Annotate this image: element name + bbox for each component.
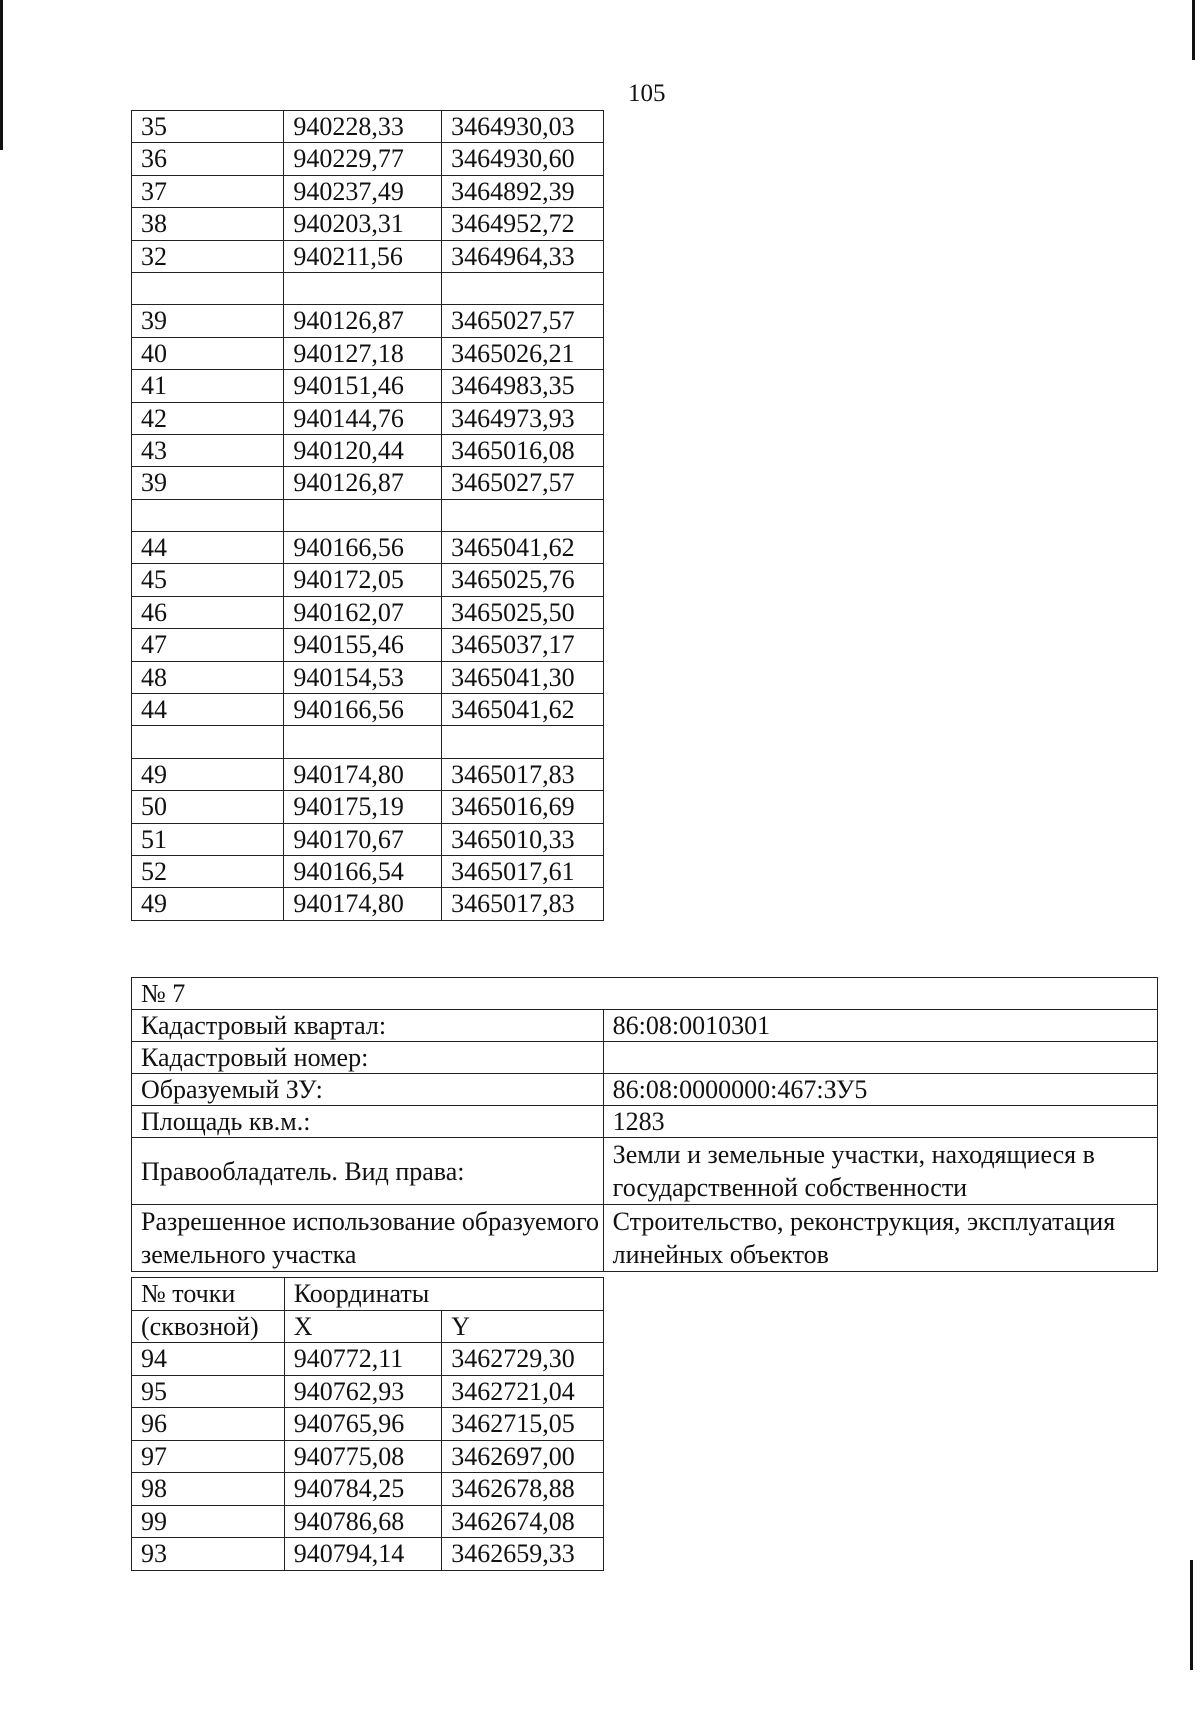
point-number-cell: 95 xyxy=(132,1375,285,1408)
point-number-cell: 41 xyxy=(132,370,284,402)
x-coordinate-cell: 940166,56 xyxy=(284,532,442,564)
table-row xyxy=(132,1440,604,1473)
x-coordinate-cell: 940174,80 xyxy=(284,888,442,920)
y-coordinate-cell: 3465010,33 xyxy=(442,823,604,855)
point-number-cell: 97 xyxy=(132,1440,285,1473)
x-coordinate-cell: 940126,87 xyxy=(284,305,442,337)
point-number-cell: 45 xyxy=(132,564,284,596)
y-coordinate-cell: 3464930,60 xyxy=(442,143,604,175)
y-coordinate-cell: 3465025,50 xyxy=(442,596,604,628)
field-row xyxy=(132,1010,1158,1042)
point-number-cell: 99 xyxy=(132,1505,285,1538)
y-coordinate-cell: 3465017,61 xyxy=(442,855,604,887)
y-coordinate-cell: 3465025,76 xyxy=(442,564,604,596)
x-coordinate-cell: 940127,18 xyxy=(284,337,442,369)
y-coordinate-cell xyxy=(442,726,604,758)
field-row xyxy=(132,1205,1158,1272)
table-row xyxy=(132,499,604,531)
table-row xyxy=(132,1375,604,1408)
table-row xyxy=(132,791,604,823)
y-coordinate-cell: 3462674,08 xyxy=(442,1505,604,1538)
x-coordinate-cell: 940237,49 xyxy=(284,175,442,207)
y-coordinate-cell: 3465037,17 xyxy=(442,629,604,661)
table-row xyxy=(132,370,604,402)
y-coordinate-cell: 3465017,83 xyxy=(442,888,604,920)
y-coordinate-cell: 3465016,08 xyxy=(442,434,604,466)
x-coordinate-cell: 940772,11 xyxy=(284,1343,442,1376)
y-coordinate-cell: 3462697,00 xyxy=(442,1440,604,1473)
table-row xyxy=(132,726,604,758)
point-number-cell: 37 xyxy=(132,175,284,207)
point-number-cell xyxy=(132,499,284,531)
point-number-cell: 32 xyxy=(132,240,284,272)
table-row xyxy=(132,564,604,596)
point-number-cell: 40 xyxy=(132,337,284,369)
y-coordinate-cell: 3462659,33 xyxy=(442,1538,604,1571)
point-number-cell: 42 xyxy=(132,402,284,434)
field-row xyxy=(132,1042,1158,1074)
y-coordinate-cell: 3464973,93 xyxy=(442,402,604,434)
y-coordinate-cell: 3465041,62 xyxy=(442,694,604,726)
point-number-cell: 47 xyxy=(132,629,284,661)
y-coordinate-cell: 3462715,05 xyxy=(442,1408,604,1441)
field-label: Образуемый ЗУ: xyxy=(132,1074,604,1106)
x-coordinate-cell: 940794,14 xyxy=(284,1538,442,1571)
y-coordinate-cell: 3465027,57 xyxy=(442,467,604,499)
table-row xyxy=(132,596,604,628)
x-coordinate-cell: 940175,19 xyxy=(284,791,442,823)
x-coordinate-cell: 940120,44 xyxy=(284,434,442,466)
y-coordinate-cell: 3464952,72 xyxy=(442,208,604,240)
field-label: Разрешенное использование образуемого земельного участка xyxy=(132,1205,604,1272)
point-number-cell: 46 xyxy=(132,596,284,628)
y-coordinate-cell: 3465041,30 xyxy=(442,661,604,693)
point-column-header: № точки xyxy=(132,1278,285,1311)
x-coordinate-cell: 940765,96 xyxy=(284,1408,442,1441)
x-coordinate-cell: 940126,87 xyxy=(284,467,442,499)
scan-edge-left xyxy=(0,0,3,150)
field-row xyxy=(132,1074,1158,1106)
field-value: Строительство, реконструкция, эксплуатация линейных объектов xyxy=(603,1205,1157,1272)
y-coordinate-cell: 3464930,03 xyxy=(442,111,604,143)
y-coordinate-cell xyxy=(442,272,604,304)
point-number-cell: 39 xyxy=(132,467,284,499)
point-number-cell: 43 xyxy=(132,434,284,466)
point-number-cell: 44 xyxy=(132,694,284,726)
point-number-cell: 51 xyxy=(132,823,284,855)
x-coordinate-cell: 940786,68 xyxy=(284,1505,442,1538)
table-row xyxy=(132,888,604,920)
point-number-cell: 35 xyxy=(132,111,284,143)
x-header: X xyxy=(284,1310,442,1343)
point-number-cell: 48 xyxy=(132,661,284,693)
table-row xyxy=(132,1473,604,1506)
point-column-subheader: (сквозной) xyxy=(132,1310,285,1343)
table-row xyxy=(132,1343,604,1376)
point-number-cell: 44 xyxy=(132,532,284,564)
scan-edge-right-bottom xyxy=(1190,1560,1193,1670)
x-coordinate-cell: 940784,25 xyxy=(284,1473,442,1506)
table-row xyxy=(132,694,604,726)
y-coordinate-cell: 3465016,69 xyxy=(442,791,604,823)
point-number-cell xyxy=(132,272,284,304)
x-coordinate-cell: 940174,80 xyxy=(284,758,442,790)
x-coordinate-cell: 940170,67 xyxy=(284,823,442,855)
table-row xyxy=(132,143,604,175)
x-coordinate-cell: 940172,05 xyxy=(284,564,442,596)
scan-edge-right-top xyxy=(1192,0,1195,60)
field-value: 86:08:0010301 xyxy=(603,1010,1157,1042)
field-value: 1283 xyxy=(603,1106,1157,1138)
y-coordinate-cell: 3462721,04 xyxy=(442,1375,604,1408)
table-row xyxy=(132,240,604,272)
coordinates-table-bottom xyxy=(131,1277,604,1571)
point-number-cell: 49 xyxy=(132,888,284,920)
table-row xyxy=(132,111,604,143)
x-coordinate-cell: 940229,77 xyxy=(284,143,442,175)
y-coordinate-cell: 3464964,33 xyxy=(442,240,604,272)
x-coordinate-cell: 940211,56 xyxy=(284,240,442,272)
x-coordinate-cell: 940162,07 xyxy=(284,596,442,628)
x-coordinate-cell xyxy=(284,499,442,531)
y-coordinate-cell: 3462678,88 xyxy=(442,1473,604,1506)
x-coordinate-cell: 940775,08 xyxy=(284,1440,442,1473)
point-number-cell: 98 xyxy=(132,1473,285,1506)
table-row xyxy=(132,467,604,499)
point-number-cell: 94 xyxy=(132,1343,285,1376)
point-number-cell: 39 xyxy=(132,305,284,337)
table-row xyxy=(132,208,604,240)
x-coordinate-cell: 940154,53 xyxy=(284,661,442,693)
y-coordinate-cell: 3465027,57 xyxy=(442,305,604,337)
table-row xyxy=(132,855,604,887)
field-value xyxy=(603,1042,1157,1074)
x-coordinate-cell xyxy=(284,726,442,758)
x-coordinate-cell: 940155,46 xyxy=(284,629,442,661)
field-label: Правообладатель. Вид права: xyxy=(132,1138,604,1205)
coordinates-table-top xyxy=(131,110,604,921)
table-row xyxy=(132,175,604,207)
x-coordinate-cell: 940166,56 xyxy=(284,694,442,726)
table-row xyxy=(132,823,604,855)
section-title-row xyxy=(132,978,1158,1010)
point-number-cell: 38 xyxy=(132,208,284,240)
table-row xyxy=(132,272,604,304)
x-coordinate-cell: 940166,54 xyxy=(284,855,442,887)
section-title: № 7 xyxy=(132,978,1158,1010)
table-row xyxy=(132,402,604,434)
x-coordinate-cell: 940151,46 xyxy=(284,370,442,402)
field-label: Кадастровый квартал: xyxy=(132,1010,604,1042)
header-row xyxy=(132,1278,604,1311)
y-header: Y xyxy=(442,1310,604,1343)
field-value: 86:08:0000000:467:ЗУ5 xyxy=(603,1074,1157,1106)
table-row xyxy=(132,1408,604,1441)
x-coordinate-cell: 940228,33 xyxy=(284,111,442,143)
field-label: Кадастровый номер: xyxy=(132,1042,604,1074)
x-coordinate-cell: 940203,31 xyxy=(284,208,442,240)
field-row xyxy=(132,1106,1158,1138)
table-row xyxy=(132,629,604,661)
point-number-cell xyxy=(132,726,284,758)
point-number-cell: 93 xyxy=(132,1538,285,1571)
field-value: Земли и земельные участки, находящиеся в государственной собственности xyxy=(603,1138,1157,1205)
table-row xyxy=(132,337,604,369)
x-coordinate-cell: 940144,76 xyxy=(284,402,442,434)
table-row xyxy=(132,434,604,466)
field-label: Площадь кв.м.: xyxy=(132,1106,604,1138)
table-row xyxy=(132,1505,604,1538)
point-number-cell: 49 xyxy=(132,758,284,790)
point-number-cell: 96 xyxy=(132,1408,285,1441)
table-row xyxy=(132,532,604,564)
table-row xyxy=(132,758,604,790)
section-7-info-table xyxy=(131,977,1158,1272)
y-coordinate-cell: 3465017,83 xyxy=(442,758,604,790)
y-coordinate-cell: 3465041,62 xyxy=(442,532,604,564)
x-coordinate-cell xyxy=(284,272,442,304)
table-row xyxy=(132,305,604,337)
point-number-cell: 52 xyxy=(132,855,284,887)
coordinates-header: Координаты xyxy=(284,1278,603,1311)
x-coordinate-cell: 940762,93 xyxy=(284,1375,442,1408)
field-row xyxy=(132,1138,1158,1205)
header-row xyxy=(132,1310,604,1343)
point-number-cell: 36 xyxy=(132,143,284,175)
y-coordinate-cell: 3464983,35 xyxy=(442,370,604,402)
y-coordinate-cell: 3465026,21 xyxy=(442,337,604,369)
table-row xyxy=(132,1538,604,1571)
y-coordinate-cell: 3462729,30 xyxy=(442,1343,604,1376)
page-number: 105 xyxy=(628,80,666,107)
table-row xyxy=(132,661,604,693)
y-coordinate-cell xyxy=(442,499,604,531)
point-number-cell: 50 xyxy=(132,791,284,823)
y-coordinate-cell: 3464892,39 xyxy=(442,175,604,207)
